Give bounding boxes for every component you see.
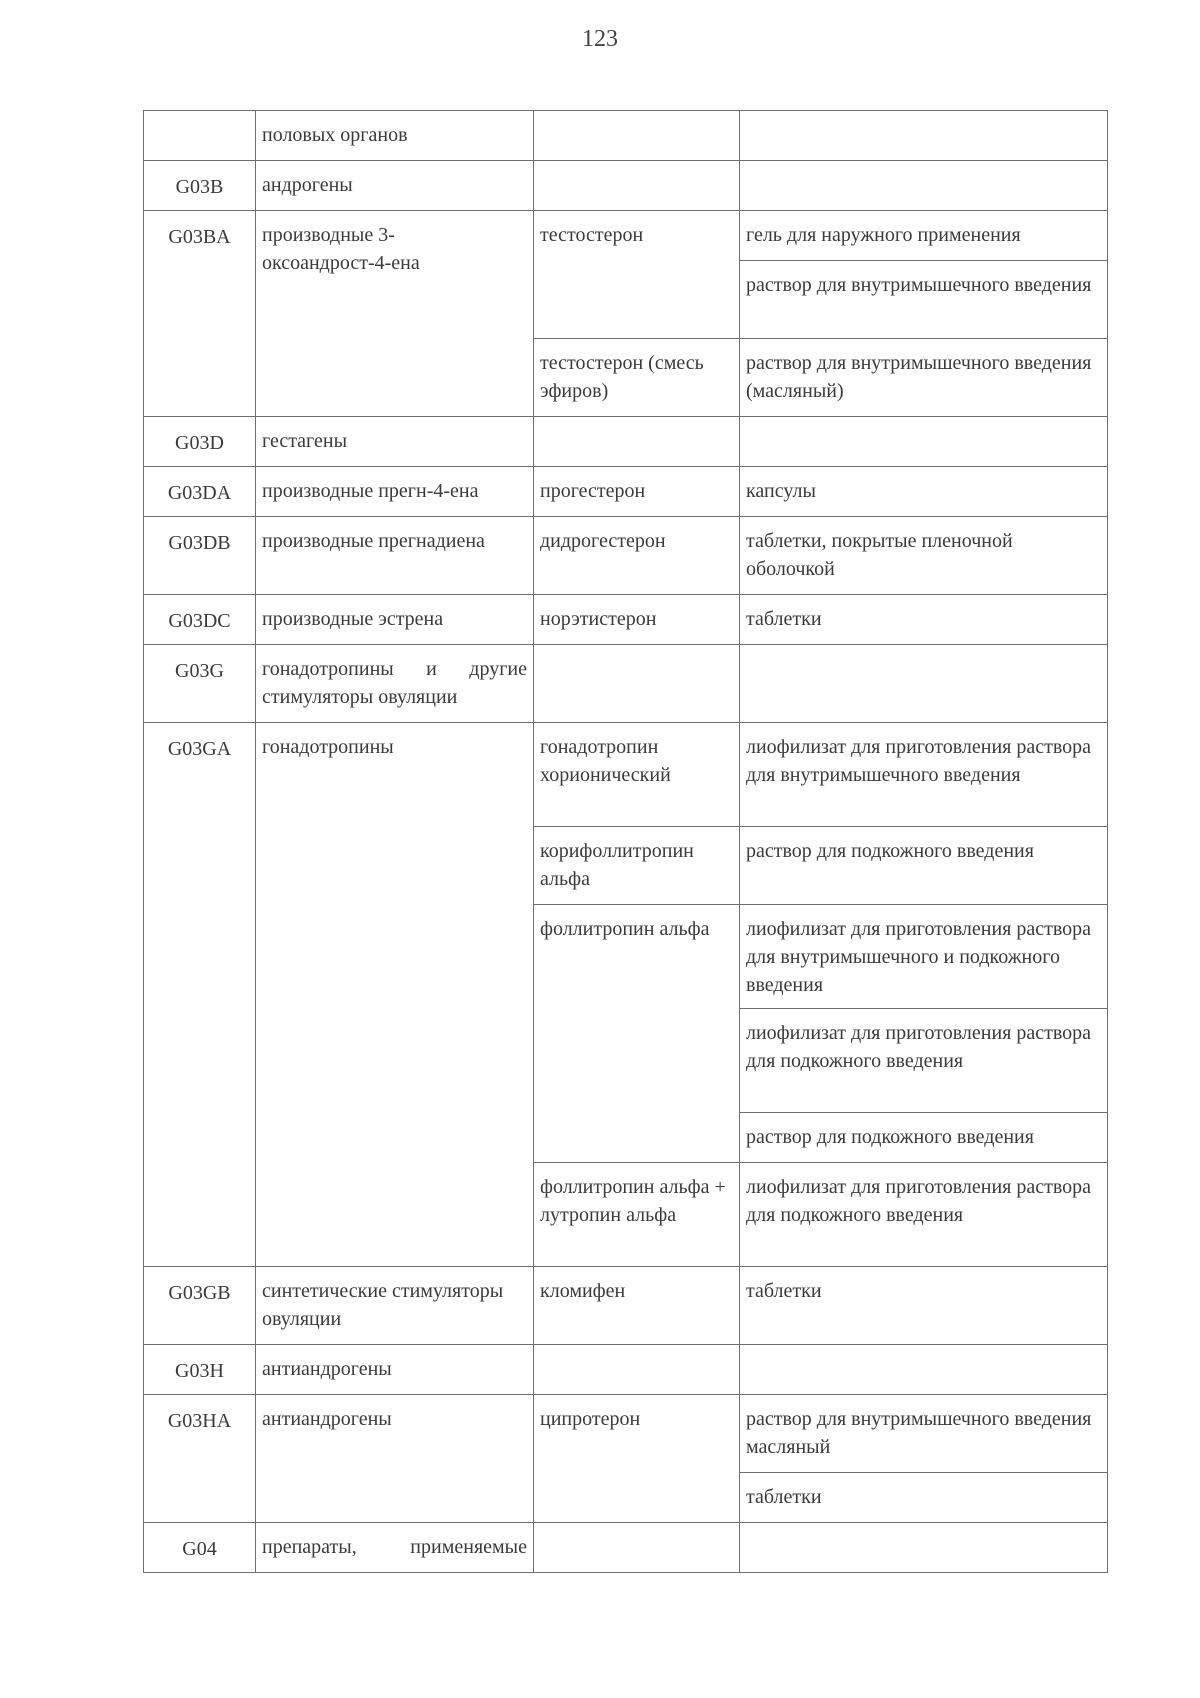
form-cell: таблетки xyxy=(740,1267,1108,1345)
form-cell xyxy=(740,1345,1108,1395)
group-cell: производные прегнадиена xyxy=(256,517,534,595)
drug-cell xyxy=(534,645,740,723)
form-cell: капсулы xyxy=(740,467,1108,517)
atc-code-cell xyxy=(144,111,256,161)
atc-code-cell: G04 xyxy=(144,1523,256,1573)
drug-cell: прогестерон xyxy=(534,467,740,517)
drug-cell: тестостерон xyxy=(534,211,740,339)
atc-code-cell: G03BA xyxy=(144,211,256,417)
table-row xyxy=(144,111,1108,161)
atc-code-cell: G03D xyxy=(144,417,256,467)
form-cell xyxy=(740,161,1108,211)
group-cell: производные прегн-4-ена xyxy=(256,467,534,517)
drug-cell: корифоллитропин альфа xyxy=(534,827,740,905)
table-row xyxy=(144,1395,1108,1473)
form-cell xyxy=(740,1523,1108,1573)
drug-cell: тестостерон (смесь эфиров) xyxy=(534,339,740,417)
table-row xyxy=(144,645,1108,723)
table-row xyxy=(144,1523,1108,1573)
group-cell: антиандрогены xyxy=(256,1395,534,1523)
table-row xyxy=(144,1345,1108,1395)
form-cell: раствор для внутримышечного введения (масляный) xyxy=(740,339,1108,417)
drug-cell: ципротерон xyxy=(534,1395,740,1523)
drug-cell: кломифен xyxy=(534,1267,740,1345)
table-row xyxy=(144,1267,1108,1345)
drug-cell: фоллитропин альфа xyxy=(534,905,740,1163)
form-cell: таблетки xyxy=(740,1473,1108,1523)
form-cell xyxy=(740,417,1108,467)
atc-code-cell: G03HA xyxy=(144,1395,256,1523)
table-row xyxy=(144,211,1108,261)
form-cell: лиофилизат для приготовления раствора для подкожного введения xyxy=(740,1009,1108,1113)
table-row xyxy=(144,161,1108,211)
drug-classification-table xyxy=(143,110,1108,1573)
atc-code-cell: G03DB xyxy=(144,517,256,595)
form-cell: лиофилизат для приготовления раствора для подкожного введения xyxy=(740,1163,1108,1267)
drug-cell xyxy=(534,111,740,161)
table-row xyxy=(144,417,1108,467)
form-cell xyxy=(740,645,1108,723)
group-cell: гестагены xyxy=(256,417,534,467)
group-cell: препараты, применяемые xyxy=(256,1523,534,1573)
form-cell: таблетки, покрытые пленочной оболочкой xyxy=(740,517,1108,595)
table-row xyxy=(144,467,1108,517)
form-cell xyxy=(740,111,1108,161)
group-cell: половых органов xyxy=(256,111,534,161)
atc-code-cell: G03H xyxy=(144,1345,256,1395)
group-cell: гонадотропины и другие стимуляторы овуляции xyxy=(256,645,534,723)
group-cell: антиандрогены xyxy=(256,1345,534,1395)
atc-code-cell: G03GB xyxy=(144,1267,256,1345)
atc-code-cell: G03DA xyxy=(144,467,256,517)
drug-cell xyxy=(534,161,740,211)
group-line-1: производные 3- xyxy=(262,224,395,246)
form-cell: раствор для внутримышечного введения xyxy=(740,261,1108,339)
drug-cell: дидрогестерон xyxy=(534,517,740,595)
form-cell: раствор для внутримышечного введения масляный xyxy=(740,1395,1108,1473)
atc-code-cell: G03G xyxy=(144,645,256,723)
drug-cell: гонадотропин хорионический xyxy=(534,723,740,827)
atc-code-cell: G03GA xyxy=(144,723,256,1267)
group-cell: синтетические стимуляторы овуляции xyxy=(256,1267,534,1345)
group-line-2: оксоандрост-4-ена xyxy=(262,252,420,274)
group-line xyxy=(262,221,527,249)
table-row xyxy=(144,595,1108,645)
drug-cell: фоллитропин альфа + лутропин альфа xyxy=(534,1163,740,1267)
form-cell: лиофилизат для приготовления раствора для внутримышечного введения xyxy=(740,723,1108,827)
group-cell: производные эстрена xyxy=(256,595,534,645)
atc-code-cell: G03B xyxy=(144,161,256,211)
drug-cell xyxy=(534,417,740,467)
drug-cell: норэтистерон xyxy=(534,595,740,645)
drug-cell xyxy=(534,1523,740,1573)
group-cell xyxy=(256,211,534,417)
form-cell: таблетки xyxy=(740,595,1108,645)
atc-code-cell: G03DC xyxy=(144,595,256,645)
form-cell: лиофилизат для приготовления раствора для внутримышечного и подкожного введения xyxy=(740,905,1108,1009)
form-cell: гель для наружного применения xyxy=(740,211,1108,261)
form-cell: раствор для подкожного введения xyxy=(740,827,1108,905)
table-row xyxy=(144,517,1108,595)
group-cell: андрогены xyxy=(256,161,534,211)
group-cell: гонадотропины xyxy=(256,723,534,1267)
drug-cell xyxy=(534,1345,740,1395)
form-cell: раствор для подкожного введения xyxy=(740,1113,1108,1163)
table-row xyxy=(144,723,1108,827)
page-number: 123 xyxy=(582,26,618,52)
